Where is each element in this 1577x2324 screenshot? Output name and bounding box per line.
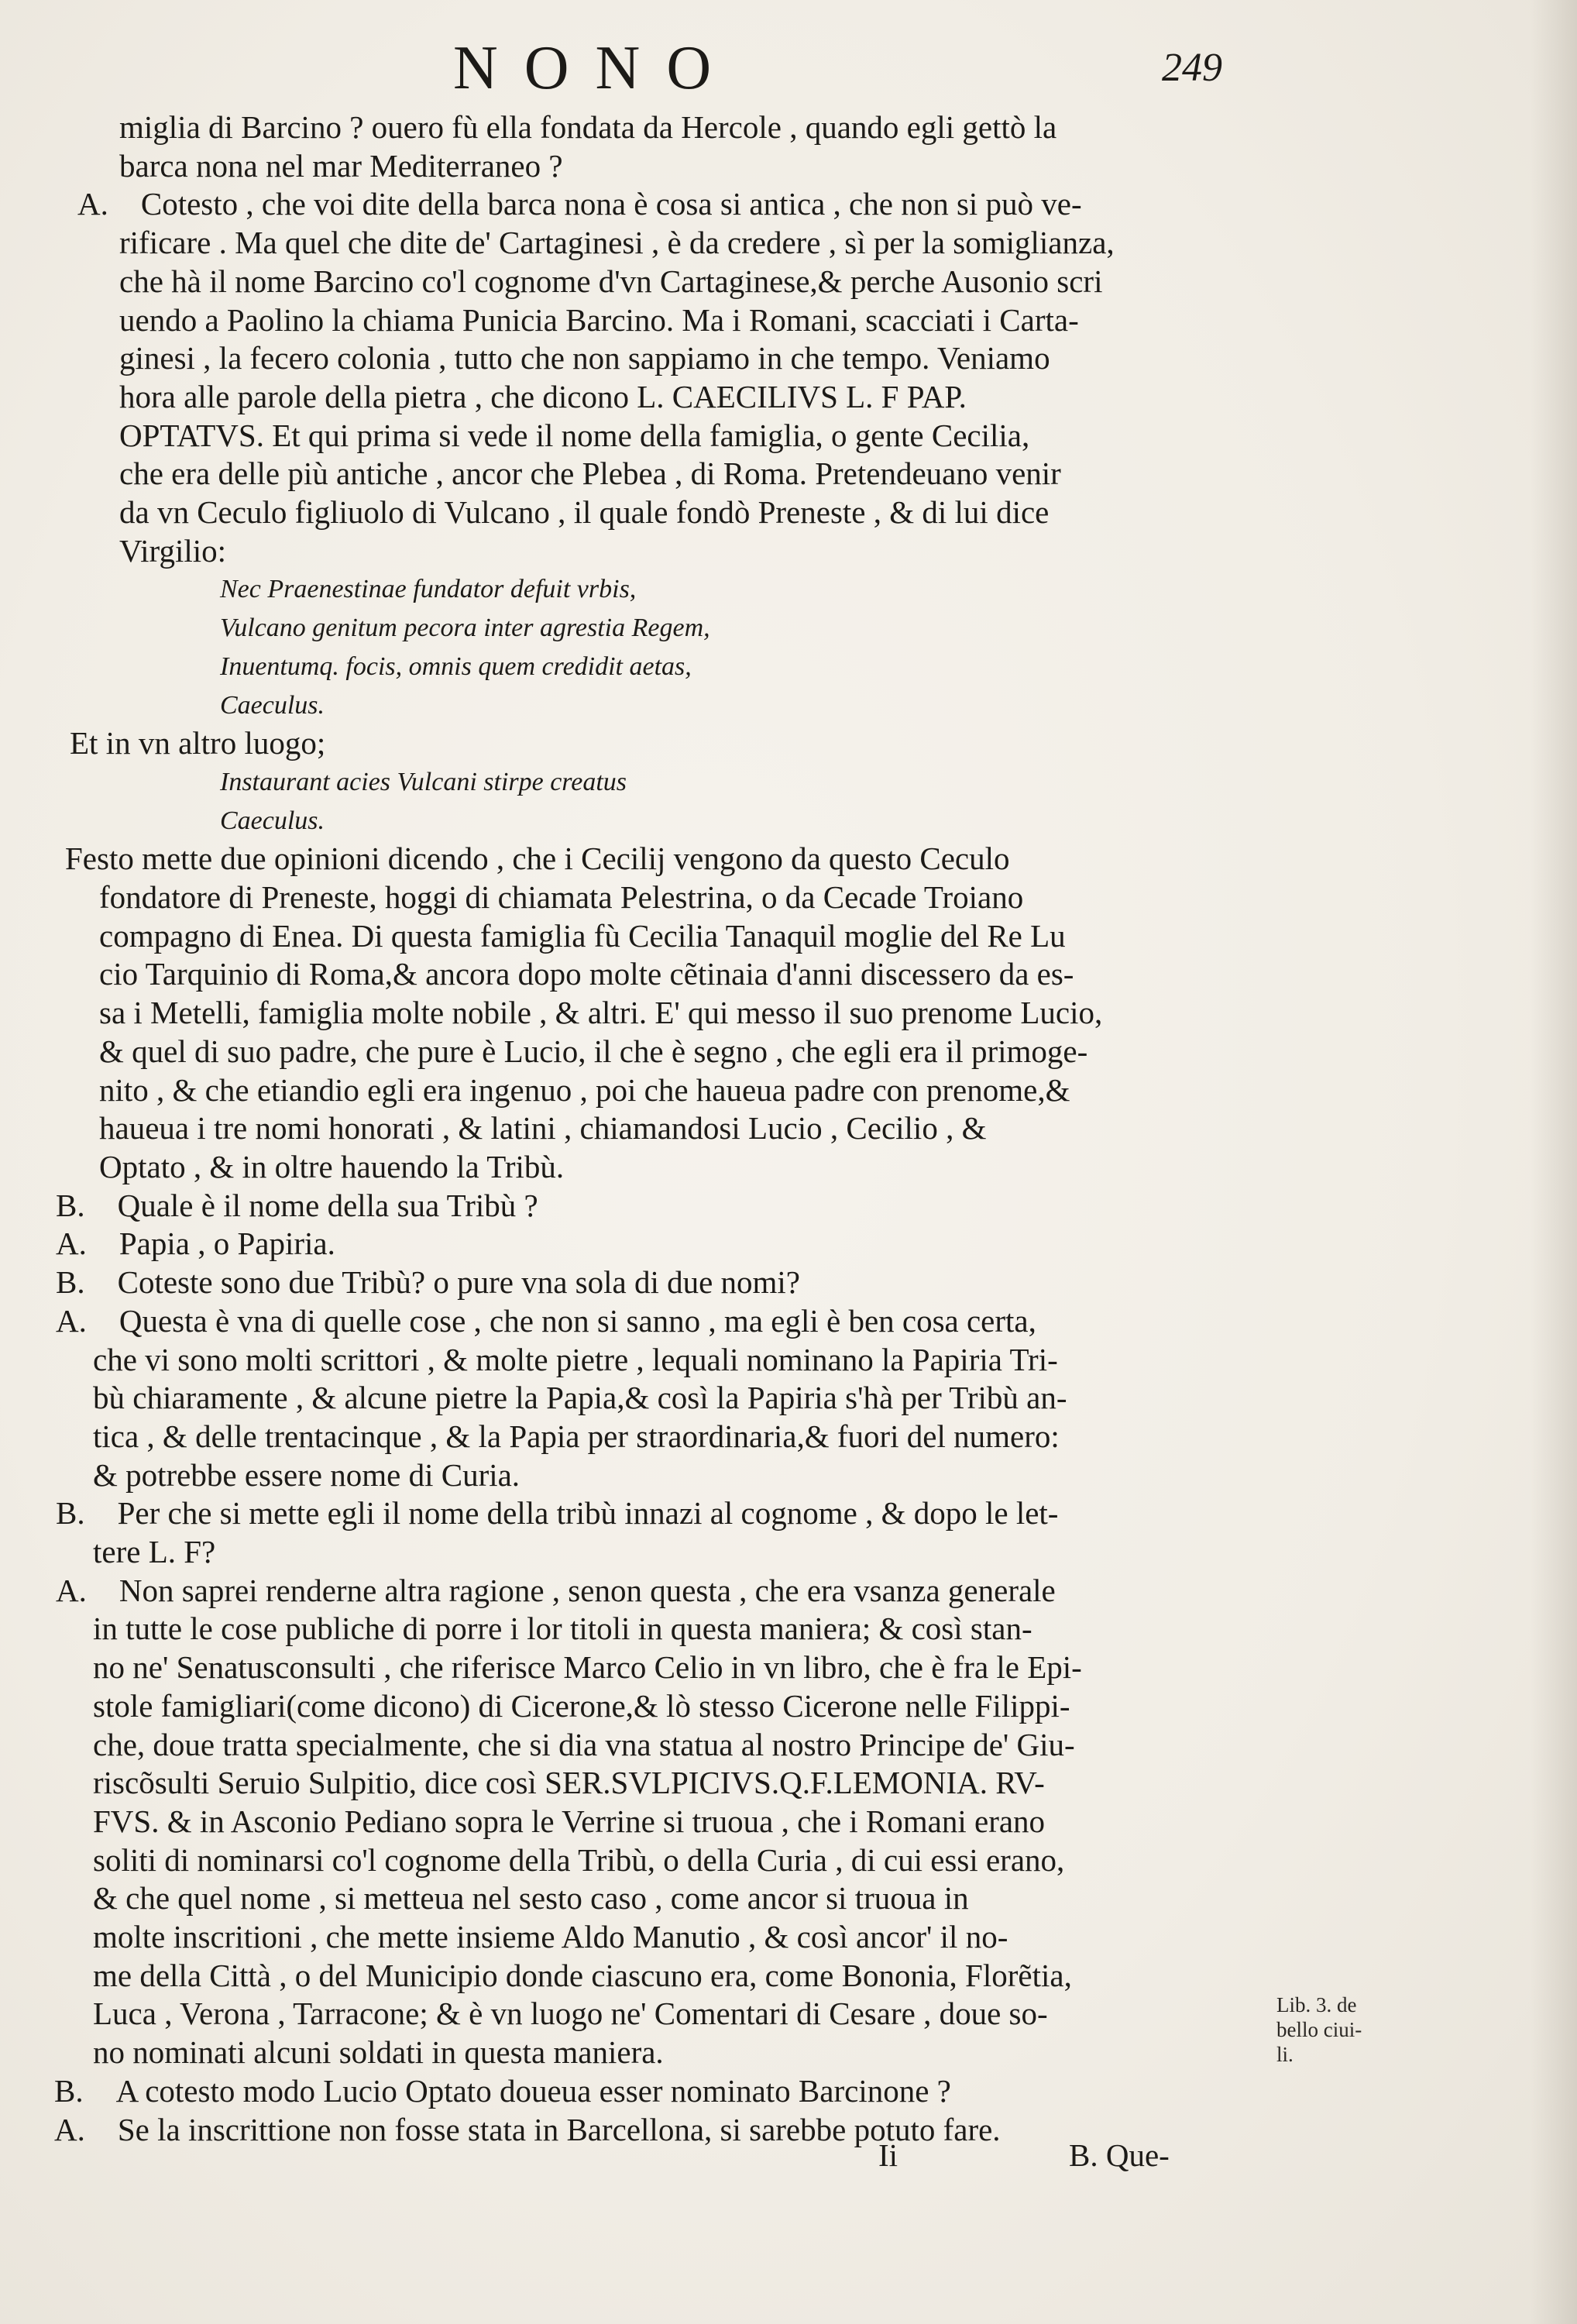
speaker-label: A. <box>54 2111 85 2147</box>
text-line <box>54 1533 1263 1572</box>
line-text: Virgilio: <box>119 532 227 569</box>
line-text: che vi sono molti scrittori , & molte pietre , lequali nominano la Papiria Tri- <box>93 1341 1058 1377</box>
text-line <box>54 1148 1263 1187</box>
text-line <box>54 955 1263 994</box>
text-line <box>54 1225 1263 1263</box>
line-text: compagno di Enea. Di questa famiglia fù Cecilia Tanaquil moglie del Re Lu <box>99 917 1066 954</box>
line-text: ginesi , la fecero colonia , tutto che non sappiamo in che tempo. Veniamo <box>119 340 1050 376</box>
verse-line: Instaurant acies Vulcani stirpe creatus <box>220 767 627 796</box>
running-title: NONO <box>453 34 738 102</box>
text-line <box>54 147 1263 186</box>
text-line <box>54 1726 1263 1765</box>
text-line <box>54 1687 1263 1726</box>
text-line <box>54 1109 1263 1148</box>
text-line <box>54 224 1263 263</box>
text-line <box>54 1379 1263 1418</box>
text-line <box>54 917 1263 956</box>
margin-note-line: Lib. 3. de <box>1276 1993 1357 2016</box>
line-text: A cotesto modo Lucio Optato doueua esser nominato Barcinone ? <box>115 2072 951 2109</box>
text-line <box>54 1841 1263 1880</box>
line-text: rificare . Ma quel che dite de' Cartaginesi , è da credere , sì per la somiglianza, <box>119 225 1115 261</box>
text-line <box>54 840 1263 878</box>
text-line <box>54 532 1263 571</box>
text-line <box>54 185 1263 224</box>
verse-line: Inuentumq. focis, omnis quem credidit aetas, <box>220 651 692 681</box>
text-line <box>54 1033 1263 1071</box>
text-line <box>54 1803 1263 1841</box>
line-text: Per che si mette egli il nome della tribù innazi al cognome , & dopo le let- <box>117 1495 1059 1532</box>
line-text: che hà il nome Barcino co'l cognome d'vn Cartaginese,& perche Ausonio scri <box>119 263 1103 299</box>
speaker-label: B. <box>56 1264 85 1301</box>
margin-note-line: li. <box>1276 2043 1294 2066</box>
line-text: barca nona nel mar Mediterraneo ? <box>119 147 563 184</box>
speaker-label: A. <box>56 1226 87 1262</box>
signature-mark: Ii <box>878 2137 898 2173</box>
line-text: da vn Ceculo figliuolo di Vulcano , il quale fondò Preneste , & di lui dice <box>119 494 1050 531</box>
line-text: stole famigliari(come dicono) di Cicerone,& lò stesso Cicerone nelle Filippi- <box>93 1687 1070 1724</box>
text-line <box>54 455 1263 493</box>
line-text: Cotesto , che voi dite della barca nona è cosa si antica , che non si può ve- <box>140 186 1082 222</box>
line-text: Non saprei renderne altra ragione , senon questa , che era vsanza generale <box>119 1572 1056 1608</box>
line-text: no nominati alcuni soldati in questa maniera. <box>93 2034 664 2071</box>
page-header <box>0 31 1577 105</box>
line-text: Coteste sono due Tribù? o pure vna sola di due nomi? <box>117 1264 801 1301</box>
text-line <box>54 378 1263 417</box>
margin-note-line: bello ciui- <box>1276 2018 1362 2041</box>
page-footer <box>0 2137 1577 2183</box>
line-text: miglia di Barcino ? ouero fù ella fondata da Hercole , quando egli gettò la <box>119 109 1057 145</box>
catchword: B. Que- <box>1069 2137 1170 2173</box>
line-text: OPTATVS. Et qui prima si vede il nome della famiglia, o gente Cecilia, <box>119 417 1030 453</box>
verse-line: Caeculus. <box>220 806 325 835</box>
text-line <box>54 994 1263 1033</box>
text-line <box>54 1302 1263 1341</box>
line-text: Questa è vna di quelle cose , che non si sanno , ma egli è ben cosa certa, <box>119 1302 1036 1339</box>
line-text: soliti di nominarsi co'l cognome della Tribù, o della Curia , di cui essi erano, <box>93 1841 1065 1878</box>
verse-line: Caeculus. <box>220 690 325 720</box>
line-text: fondatore di Preneste, hoggi di chiamata Pelestrina, o da Cecade Troiano <box>99 879 1024 916</box>
text-line <box>54 339 1263 378</box>
verse-line: Vulcano genitum pecora inter agrestia Regem, <box>220 614 710 643</box>
line-text: haueua i tre nomi honorati , & latini , chiamandosi Lucio , Cecilio , & <box>99 1110 987 1147</box>
line-text: Optato , & in oltre hauendo la Tribù. <box>99 1148 565 1184</box>
text-line <box>54 878 1263 917</box>
line-text: Se la inscrittione non fosse stata in Barcellona, si sarebbe potuto fare. <box>117 2111 1001 2147</box>
text-line <box>54 493 1263 532</box>
text-line <box>54 1610 1263 1648</box>
text-line <box>54 1263 1263 1302</box>
page-edge-shadow <box>1531 0 1577 2324</box>
text-line <box>54 2033 1263 2072</box>
line-text: Luca , Verona , Tarracone; & è vn luogo ne' Comentari di Cesare , doue so- <box>93 1996 1048 2032</box>
text-line <box>54 1456 1263 1495</box>
text-line <box>54 1648 1263 1687</box>
page-number: 249 <box>1162 46 1222 90</box>
latin-quotation-2 <box>54 763 1263 840</box>
line-text: in tutte le cose publiche di porre i lor titoli in questa maniera; & così stan- <box>93 1611 1032 1647</box>
latin-quotation-1 <box>54 570 1263 724</box>
line-text: nito , & che etiandio egli era ingenuo , poi che haueua padre con prenome,& <box>99 1071 1070 1108</box>
margin-note <box>1276 1992 1362 2067</box>
text-line <box>54 1879 1263 1918</box>
text-line <box>54 1995 1263 2033</box>
line-text: Quale è il nome della sua Tribù ? <box>117 1187 538 1223</box>
line-text: & che quel nome , si metteua nel sesto caso , come ancor si truoua in <box>93 1880 969 1917</box>
line-text: bù chiaramente , & alcune pietre la Papia,& così la Papiria s'hà per Tribù an- <box>93 1380 1067 1416</box>
text-line <box>54 1187 1263 1226</box>
body-text <box>54 108 1263 2149</box>
text-line <box>54 1764 1263 1803</box>
dialogue-block-2 <box>54 840 1263 2149</box>
text-line <box>54 108 1263 147</box>
line-text: sa i Metelli, famiglia molte nobile , & altri. E' qui messo il suo prenome Lucio, <box>99 995 1103 1031</box>
text-line <box>54 417 1263 456</box>
dialogue-block-1 <box>54 108 1263 570</box>
line-text: no ne' Senatusconsulti , che riferisce Marco Celio in vn libro, che è fra le Epi- <box>93 1649 1082 1686</box>
text-line <box>54 1572 1263 1611</box>
text-line <box>54 1071 1263 1110</box>
line-text: tere L. F? <box>93 1534 216 1570</box>
line-text: FVS. & in Asconio Pediano sopra le Verrine si truoua , che i Romani erano <box>93 1803 1046 1839</box>
line-text: & potrebbe essere nome di Curia. <box>93 1456 521 1493</box>
line-text: che, doue tratta specialmente, che si dia vna statua al nostro Principe de' Giu- <box>93 1726 1075 1762</box>
text-line <box>54 1957 1263 1996</box>
text-line <box>54 1341 1263 1380</box>
line-text: Festo mette due opinioni dicendo , che i Cecilij vengono da questo Ceculo <box>65 841 1010 877</box>
line-text: Papia , o Papiria. <box>119 1226 335 1262</box>
speaker-label: A. <box>56 1572 87 1608</box>
speaker-label: A. <box>77 186 108 222</box>
text-line <box>54 2072 1263 2111</box>
line-text: cio Tarquinio di Roma,& ancora dopo molte cẽtinaia d'anni discessero da es- <box>99 956 1074 992</box>
line-text: hora alle parole della pietra , che dicono L. CAECILIVS L. F PAP. <box>119 378 967 414</box>
text-line <box>54 263 1263 301</box>
speaker-label: B. <box>56 1495 85 1532</box>
text-line <box>54 1418 1263 1456</box>
line-text: uendo a Paolino la chiama Punicia Barcino. Ma i Romani, scacciati i Carta- <box>119 301 1079 338</box>
line-text: riscõsulti Seruio Sulpitio, dice così SER.SVLPICIVS.Q.F.LEMONIA. RV- <box>93 1765 1045 1801</box>
text-line <box>54 1494 1263 1533</box>
line-text: & quel di suo padre, che pure è Lucio, il che è segno , che egli era il primoge- <box>99 1033 1088 1069</box>
text-line <box>54 1918 1263 1957</box>
speaker-label: B. <box>54 2072 84 2109</box>
line-text: me della Città , o del Municipio donde ciascuno era, come Bononia, Florẽtia, <box>93 1957 1072 1993</box>
line-text: molte inscritioni , che mette insieme Aldo Manutio , & così ancor' il no- <box>93 1919 1008 1955</box>
speaker-label: A. <box>56 1302 87 1339</box>
quotation-intro: Et in vn altro luogo; <box>70 725 326 761</box>
verse-line: Nec Praenestinae fundator defuit vrbis, <box>220 575 637 604</box>
line-text: tica , & delle trentacinque , & la Papia per straordinaria,& fuori del numero: <box>93 1418 1060 1454</box>
text-line <box>54 301 1263 340</box>
speaker-label: B. <box>56 1187 85 1223</box>
line-text: che era delle più antiche , ancor che Plebea , di Roma. Pretendeuano venir <box>119 456 1061 492</box>
